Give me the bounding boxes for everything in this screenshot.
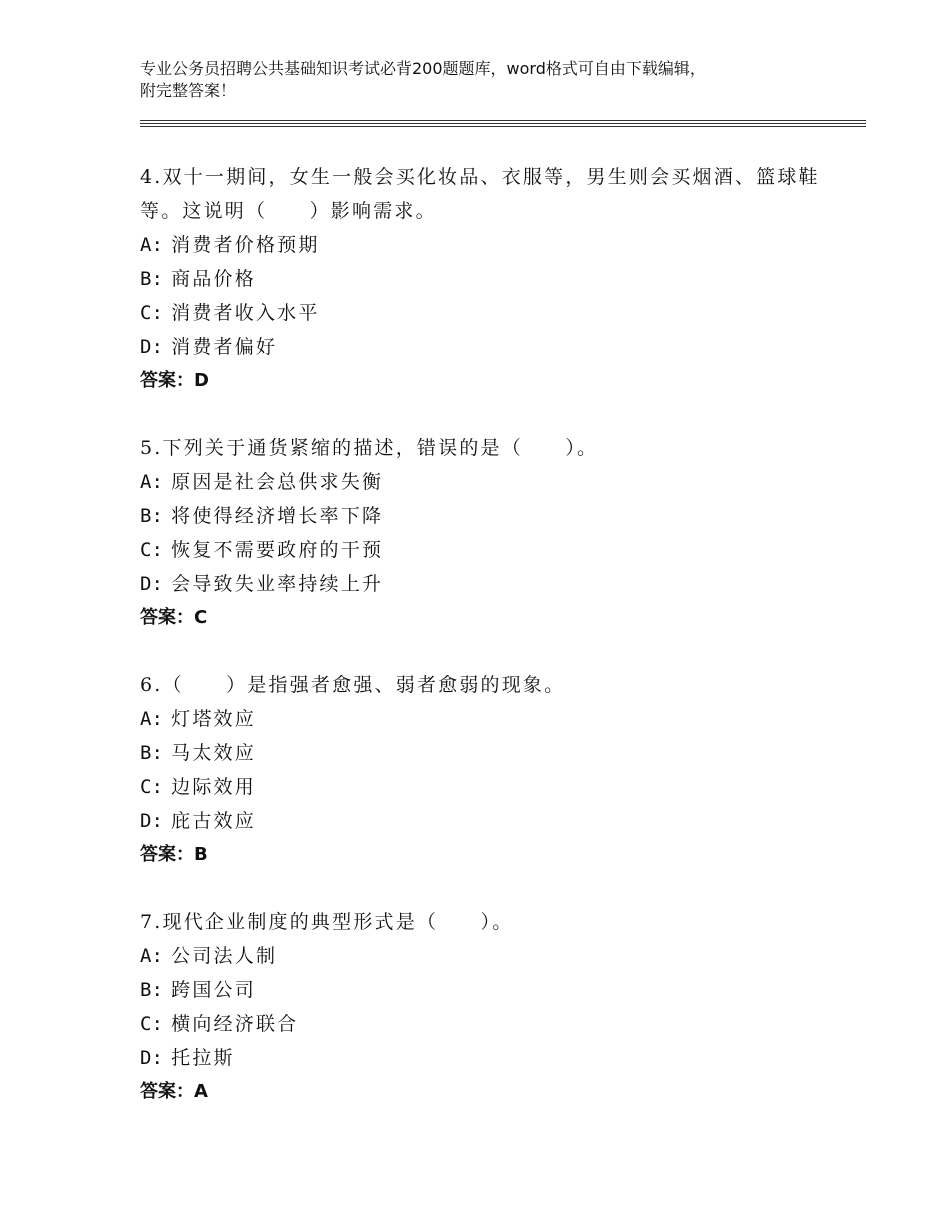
option-text: 消费者偏好 [171, 336, 278, 358]
option-letter: A: [140, 234, 163, 256]
option-d [140, 330, 840, 364]
option-a [140, 465, 840, 499]
option-text: 跨国公司 [171, 979, 256, 1001]
option-c [140, 296, 840, 330]
option-text: 公司法人制 [171, 945, 278, 967]
question-item [140, 160, 840, 398]
option-text: 横向经济联合 [171, 1013, 299, 1035]
option-text: 将使得经济增长率下降 [171, 505, 384, 527]
option-letter: B: [140, 742, 163, 764]
option-text: 恢复不需要政府的干预 [171, 539, 384, 561]
option-d [140, 567, 840, 601]
option-letter: C: [140, 1013, 163, 1035]
question-item [140, 431, 840, 635]
option-d [140, 804, 840, 838]
answer-line: 答案：B [140, 844, 208, 865]
option-a [140, 939, 840, 973]
option-text: 消费者价格预期 [171, 234, 320, 256]
option-text: 会导致失业率持续上升 [171, 573, 384, 595]
answer-line: 答案：D [140, 370, 209, 391]
option-text: 马太效应 [171, 742, 256, 764]
question-stem: 7.现代企业制度的典型形式是（ ）。 [140, 911, 514, 933]
option-text: 庇古效应 [171, 810, 256, 832]
option-d [140, 1041, 840, 1075]
option-letter: C: [140, 776, 163, 798]
question-list [140, 160, 840, 1142]
header-divider [140, 123, 866, 124]
option-b [140, 736, 840, 770]
option-text: 灯塔效应 [171, 708, 256, 730]
option-letter: B: [140, 979, 163, 1001]
option-letter: C: [140, 539, 163, 561]
option-letter: A: [140, 945, 163, 967]
header-title-line-1: 专业公务员招聘公共基础知识考试必背200题题库，word格式可自由下载编辑， [140, 59, 706, 78]
option-text: 消费者收入水平 [171, 302, 320, 324]
option-letter: A: [140, 471, 163, 493]
option-b [140, 499, 840, 533]
question-item [140, 905, 840, 1109]
option-letter: D: [140, 1047, 163, 1069]
option-b [140, 262, 840, 296]
document-header [140, 58, 840, 102]
question-stem: 6.（ ）是指强者愈强、弱者愈弱的现象。 [140, 674, 566, 696]
option-letter: D: [140, 336, 163, 358]
option-letter: A: [140, 708, 163, 730]
option-letter: B: [140, 505, 163, 527]
option-letter: D: [140, 810, 163, 832]
option-a [140, 702, 840, 736]
question-stem: 5.下列关于通货紧缩的描述，错误的是（ ）。 [140, 437, 599, 459]
option-c [140, 770, 840, 804]
option-letter: C: [140, 302, 163, 324]
option-a [140, 228, 840, 262]
header-divider [140, 120, 866, 121]
option-c [140, 533, 840, 567]
answer-line: 答案：A [140, 1081, 208, 1102]
option-letter: D: [140, 573, 163, 595]
option-text: 托拉斯 [171, 1047, 235, 1069]
option-b [140, 973, 840, 1007]
header-divider [140, 126, 866, 127]
question-stem: 4.双十一期间，女生一般会买化妆品、衣服等，男生则会买烟酒、篮球鞋等。这说明（ ）影响需求。 [140, 166, 820, 222]
option-c [140, 1007, 840, 1041]
option-text: 原因是社会总供求失衡 [171, 471, 384, 493]
option-text: 商品价格 [171, 268, 256, 290]
header-title-line-2: 附完整答案！ [140, 81, 237, 100]
option-letter: B: [140, 268, 163, 290]
answer-line: 答案：C [140, 607, 208, 628]
question-item [140, 668, 840, 872]
option-text: 边际效用 [171, 776, 256, 798]
